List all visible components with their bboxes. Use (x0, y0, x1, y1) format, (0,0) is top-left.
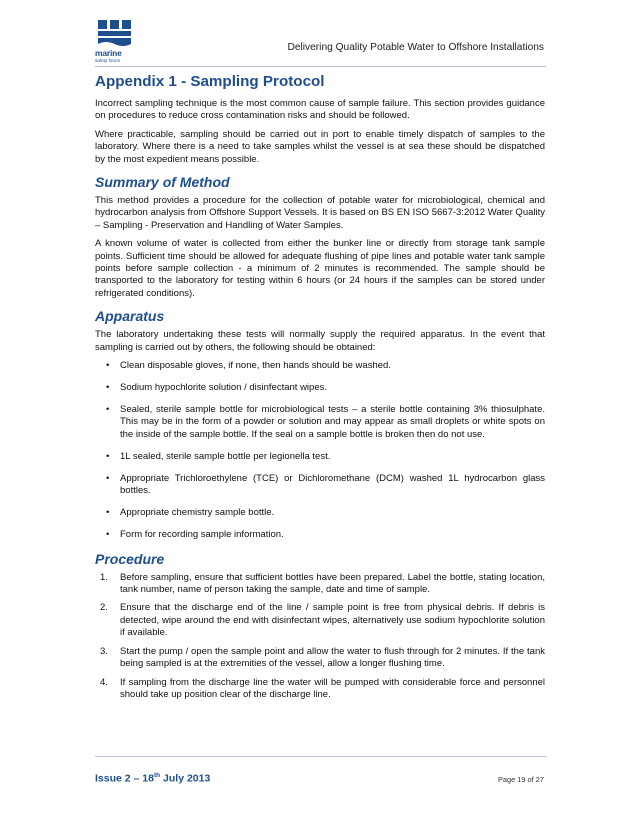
list-item-text: Sodium hypochlorite solution / disinfectant wipes. (120, 382, 328, 393)
list-item-text: Clean disposable gloves, if none, then hands should be washed. (120, 360, 391, 372)
list-item (95, 451, 545, 463)
summary-paragraph: A known volume of water is collected from either the bunker line or directly from storage tank sample points. Sufficient time should be allowed for adequate flushing of pipe lines and potable water tank sample points before sample collection - a minimum of 2 minutes is recommended. The sample should be transported to the laboratory for testing within 6 hours (or 24 hours if the samples can be stored under refrigerated conditions). (95, 238, 545, 299)
list-item-text: Appropriate chemistry sample bottle. (120, 506, 275, 518)
list-item-text: Appropriate Trichloroethylene (TCE) or Dichloromethane (DCM) washed 1L hydrocarbon glass bottles. (120, 472, 545, 496)
intro-paragraph: Incorrect sampling technique is the most common cause of sample failure. This section provides guidance on procedures to reduce cross contamination risks and should be followed. (95, 98, 545, 122)
list-item-text: Sealed, sterile sample bottle for microbiological tests – a sterile bottle containing 3% thiosulphate. This may be in the form of a powder or solution and may appear as small droplets or white spots on the inside of the sample bottle. If the seal on a sample bottle is broken then do not use. (120, 403, 545, 440)
bullet-icon: • (106, 403, 110, 415)
step-text: If sampling from the discharge line the water will be pumped with considerable force and personnel should take up position clear of the discharge line. (120, 676, 545, 700)
procedure-step (95, 572, 545, 597)
issue-suffix: July 2013 (160, 772, 211, 785)
summary-paragraph: This method provides a procedure for the collection of potable water for microbiological, chemical and hydrocarbon analysis from Offshore Support Vessels. It is based on BS EN ISO 5667-3:2012 Water Quality – Sampling - Preservation and Handling of Water Samples. (95, 195, 545, 231)
logo-wordmark: marine (95, 48, 122, 58)
step-number: 3. (100, 645, 108, 657)
intro-paragraph: Where practicable, sampling should be carried out in port to enable timely dispatch of samples to the laboratory. Where there is a need to take samples whilst the vessel is at sea these should be dispatched by the most expedient means possible. (95, 128, 545, 165)
bullet-icon: • (106, 506, 110, 518)
marine-safety-forum-logo (95, 20, 141, 66)
document-title: Delivering Quality Potable Water to Offshore Installations (287, 42, 544, 53)
issue-prefix: Issue 2 – 18 (95, 772, 154, 785)
issue-ordinal: th (153, 772, 161, 779)
procedure-step (95, 646, 545, 671)
step-number: 4. (100, 676, 108, 688)
bullet-icon: • (106, 360, 110, 372)
logo-mark-icon (97, 20, 133, 48)
step-number: 1. (100, 571, 108, 583)
page-body (95, 73, 545, 707)
list-item (95, 404, 545, 441)
procedure-step (95, 677, 545, 702)
footer-divider (95, 756, 546, 757)
summary-heading: Summary of Method (95, 174, 230, 191)
logo-tagline: safety forum (95, 58, 121, 63)
list-item (95, 473, 545, 498)
list-item-text: 1L sealed, sterile sample bottle per legionella test. (120, 450, 331, 462)
bullet-icon: • (106, 450, 110, 462)
apparatus-intro: The laboratory undertaking these tests will normally supply the required apparatus. In the event that sampling is carried out by others, the following should be obtained: (95, 329, 545, 353)
list-item (95, 360, 545, 372)
page-number: Page 19 of 27 (497, 775, 544, 784)
apparatus-list (95, 360, 545, 541)
bullet-icon: • (106, 472, 110, 484)
page-header (95, 14, 546, 66)
list-item (95, 507, 545, 519)
step-number: 2. (100, 602, 108, 614)
step-text: Ensure that the discharge end of the line / sample point is free from physical debris. If debris is detected, wipe around the end with disinfectant wipes, alternatively use sodium hypochlorite solution if available. (120, 602, 545, 639)
step-text: Before sampling, ensure that sufficient bottles have been prepared. Label the bottle, stating location, tank number, name of person taking the sample, date and time of sample. (120, 571, 545, 596)
list-item-text: Form for recording sample information. (120, 528, 284, 540)
apparatus-heading: Apparatus (95, 308, 165, 325)
bullet-icon: • (106, 382, 110, 393)
step-text: Start the pump / open the sample point and allow the water to flush through for 2 minutes. If the tank being sampled is at the extremities of the vessel, allow a longer flushing time. (120, 645, 545, 670)
procedure-list (95, 572, 545, 702)
procedure-heading: Procedure (95, 550, 165, 567)
procedure-step (95, 602, 545, 639)
issue-date (95, 772, 210, 785)
appendix-heading: Appendix 1 - Sampling Protocol (95, 73, 325, 90)
bullet-icon: • (106, 528, 110, 540)
header-divider (95, 66, 546, 67)
list-item (95, 382, 545, 394)
list-item (95, 529, 545, 541)
